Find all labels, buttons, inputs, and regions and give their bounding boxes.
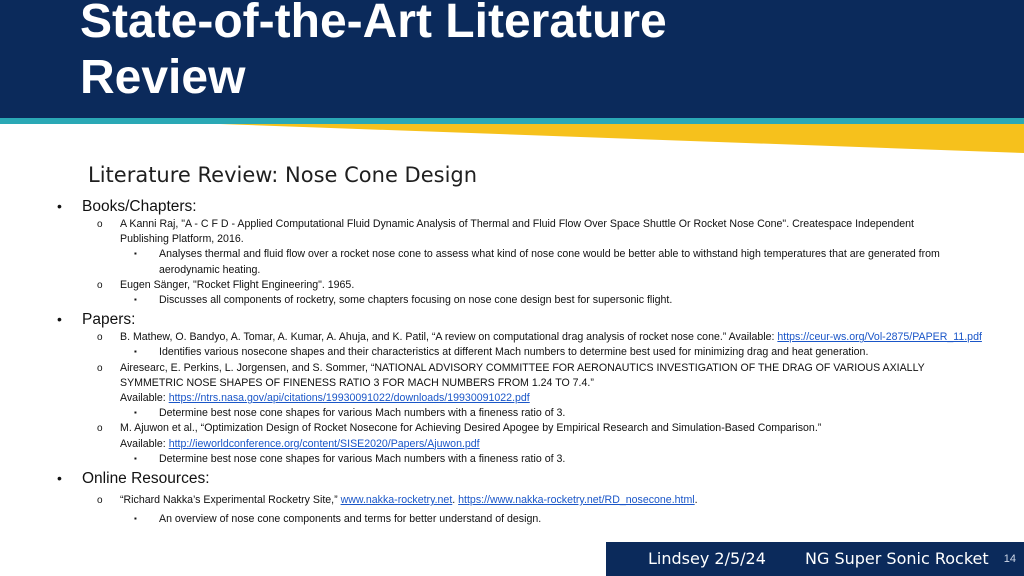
square-bullet-marker: ▪ [134, 514, 137, 524]
reference-item [0, 493, 1024, 508]
bullet-marker: • [57, 470, 62, 487]
footer-project-name: NG Super Sonic Rocket [805, 549, 989, 568]
available-label: Available: [120, 392, 169, 405]
reference-note [0, 345, 1024, 360]
section-heading: Books/Chapters: [82, 198, 197, 215]
reference-text: Airesearc, E. Perkins, L. Jorgensen, and S. Sommer, “NATIONAL ADVISORY COMMITTEE FOR AERONAUTICS INVESTIGATION OF THE DRAG OF VARIOUS AXIALLY [120, 361, 925, 374]
footer-author-date: Lindsey 2/5/24 [648, 549, 766, 568]
section-heading: Papers: [82, 311, 136, 329]
slide-number: 14 [1003, 553, 1016, 565]
note-text: An overview of nose cone components and terms for better understand of design. [159, 513, 542, 526]
reference-note [0, 512, 1024, 527]
reference-item [0, 217, 1024, 247]
footer-bar [606, 542, 1024, 576]
reference-text: “Richard Nakka’s Experimental Rocketry Site,” [120, 494, 341, 507]
note-text: Discusses all components of rocketry, some chapters focusing on nose cone design best for supersonic flight. [159, 294, 673, 307]
reference-link-nosecone[interactable]: https://www.nakka-rocketry.net/RD_nosecone.html [458, 494, 695, 507]
slide-subtitle: Literature Review: Nose Cone Design [88, 163, 478, 187]
reference-text-cont: Publishing Platform, 2016. [120, 233, 244, 246]
section-books [0, 196, 1024, 217]
reference-note [0, 452, 1024, 467]
bullet-marker: • [57, 198, 62, 214]
reference-text: B. Mathew, O. Bandyo, A. Tomar, A. Kumar, A. Ahuja, and K. Patil, “A review on computational drag analysis of rocket nose cone.” Available: [120, 331, 778, 344]
slide-title-line-1: State-of-the-Art Literature [80, 0, 667, 48]
reference-item [0, 361, 1024, 407]
yellow-stripe [220, 124, 1024, 153]
reference-text: Eugen Sänger, "Rocket Flight Engineering". 1965. [120, 278, 355, 291]
reference-text: M. Ajuwon et al., “Optimization Design of Rocket Nosecone for Achieving Desired Apogee by Empirical Research and Simulation-Based Comparison.” [120, 422, 822, 435]
reference-link[interactable]: http://ieworldconference.org/content/SISE2020/Papers/Ajuwon.pdf [168, 437, 480, 450]
reference-end: . [694, 494, 698, 507]
accent-stripe [0, 0, 1024, 160]
sub-bullet-marker: o [97, 332, 103, 344]
reference-text: A Kanni Raj, "A - C F D - Applied Computational Fluid Dynamic Analysis of Thermal and Fluid Flow Over Space Shuttle Or Rocket Nose Cone". Createspace Independent [120, 218, 915, 230]
reference-item [0, 278, 1024, 293]
square-bullet-marker: ▪ [134, 408, 137, 418]
teal-stripe [0, 118, 1024, 124]
square-bullet-marker: ▪ [134, 295, 137, 305]
reference-link[interactable]: https://ceur-ws.org/Vol-2875/PAPER_11.pdf [777, 331, 982, 344]
sub-bullet-marker: o [97, 362, 103, 374]
reference-link[interactable]: https://ntrs.nasa.gov/api/citations/19930091022/downloads/19930091022.pdf [168, 392, 530, 405]
square-bullet-marker: ▪ [134, 347, 137, 357]
slide-content [0, 195, 1024, 527]
sub-bullet-marker: o [97, 279, 103, 291]
reference-note [0, 293, 1024, 308]
reference-text-cont: SYMMETRIC NOSE SHAPES OF FINENESS RATIO 3 FOR MACH NUMBERS FROM 1.24 TO 7.4.” [120, 376, 594, 389]
reference-link-site[interactable]: www.nakka-rocketry.net [340, 494, 453, 507]
link-separator: . [452, 494, 459, 507]
note-text: Analyses thermal and fluid flow over a rocket nose cone to assess what kind of nose cone would be better able to withstand high temperatures that are generated from aerodynamic heating. [159, 248, 940, 276]
available-label: Available: [120, 437, 169, 450]
square-bullet-marker: ▪ [134, 453, 137, 463]
reference-item [0, 330, 1024, 345]
section-online-resources [0, 468, 1024, 489]
section-heading: Online Resources: [82, 470, 210, 488]
section-papers [0, 309, 1024, 330]
note-text: Determine best nose cone shapes for various Mach numbers with a fineness ratio of 3. [159, 452, 566, 465]
square-bullet-marker: ▪ [134, 249, 137, 259]
slide-title-line-2: Review [80, 51, 246, 104]
reference-note [0, 247, 1024, 277]
reference-note [0, 406, 1024, 421]
note-text: Determine best nose cone shapes for various Mach numbers with a fineness ratio of 3. [159, 407, 566, 420]
note-text: Identifies various nosecone shapes and their characteristics at different Mach numbers to determine best used for minimizing drag and heat generation. [159, 346, 869, 359]
bullet-marker: • [57, 311, 62, 328]
sub-bullet-marker: o [97, 423, 103, 435]
reference-item [0, 421, 1024, 451]
sub-bullet-marker: o [97, 219, 103, 230]
sub-bullet-marker: o [97, 495, 103, 507]
